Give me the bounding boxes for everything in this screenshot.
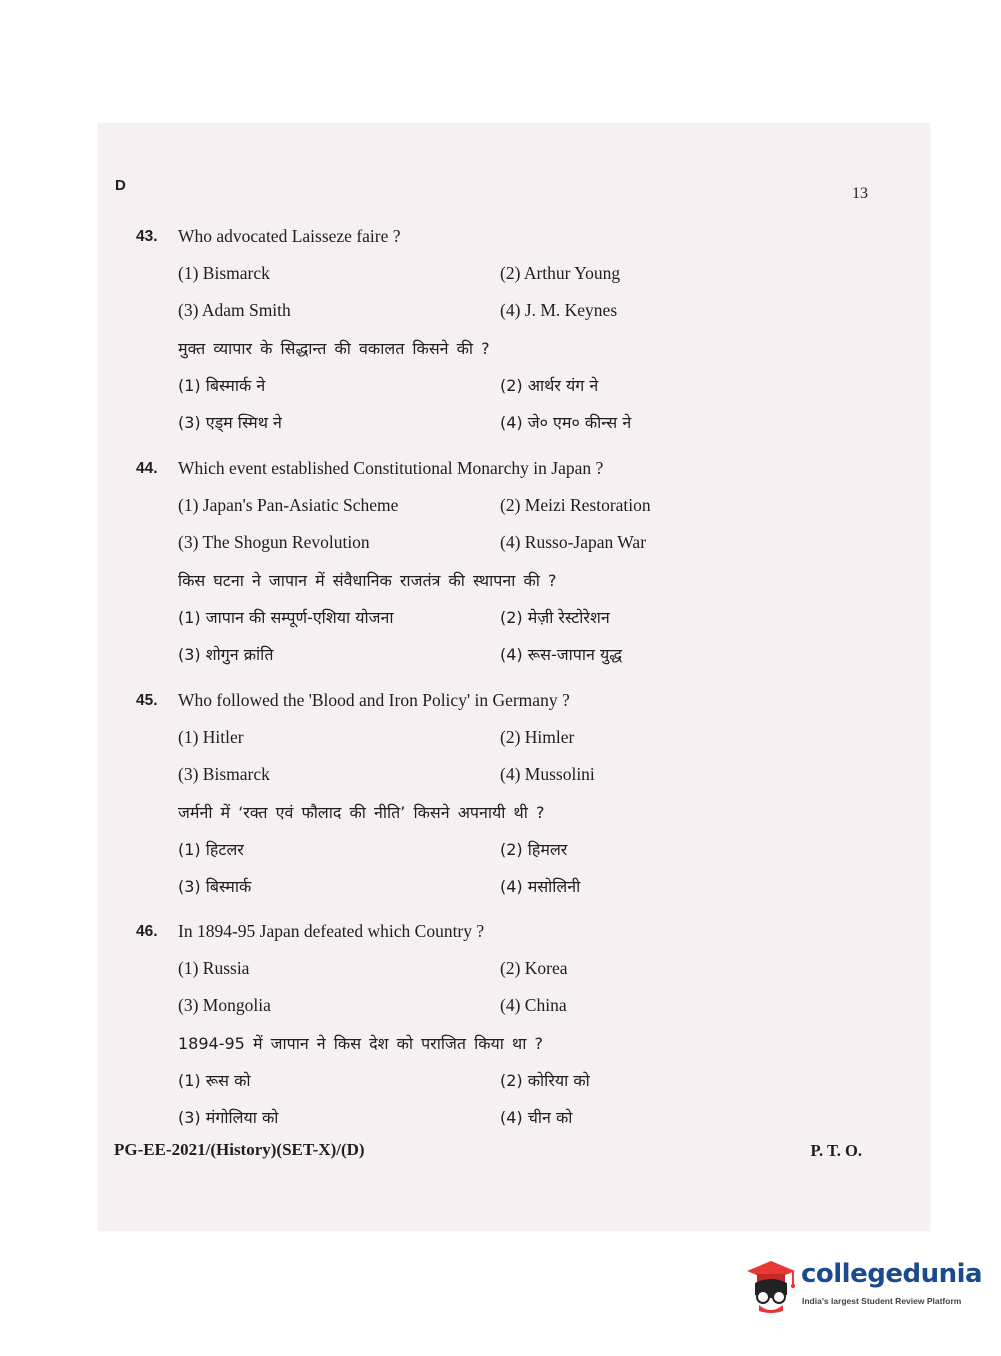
option-3: (3) The Shogun Revolution (178, 532, 370, 552)
option-2-hi: (2) हिमलर (500, 839, 568, 859)
option-1-hi: (1) रूस को (178, 1070, 251, 1090)
option-2: (2) Korea (500, 958, 568, 978)
option-4: (4) J. M. Keynes (500, 300, 618, 320)
option-4: (4) Mussolini (500, 764, 595, 784)
option-3: (3) Adam Smith (178, 300, 291, 320)
option-2: (2) Meizi Restoration (500, 495, 651, 515)
option-4-hi: (4) रूस-जापान युद्ध (500, 644, 623, 664)
option-1: (1) Russia (178, 958, 250, 978)
option-2-hi: (2) आर्थर यंग ने (500, 375, 599, 395)
option-1-hi: (1) हिटलर (178, 839, 244, 859)
option-1-hi: (1) बिस्मार्क ने (178, 375, 266, 395)
question-43 (136, 218, 856, 440)
option-1: (1) Japan's Pan-Asiatic Scheme (178, 495, 399, 515)
option-2: (2) Arthur Young (500, 263, 621, 283)
question-number: 46. (136, 922, 158, 940)
logo-wordmark: collegedunia (801, 1259, 983, 1289)
exam-page (98, 123, 930, 1231)
option-4-hi: (4) मसोलिनी (500, 876, 581, 896)
option-3-hi: (3) एड्म स्मिथ ने (178, 412, 282, 432)
question-text-en: Which event established Constitutional Monarchy in Japan ? (178, 458, 604, 478)
set-letter: D (115, 177, 126, 194)
question-45 (136, 682, 856, 904)
option-2-hi: (2) मेज़ी रेस्टोरेशन (500, 607, 610, 627)
option-3: (3) Mongolia (178, 995, 271, 1015)
question-text-hi: 1894-95 में जापान ने किस देश को पराजित किया था ? (178, 1033, 543, 1053)
student-mascot-icon (743, 1255, 799, 1315)
question-text-en: Who advocated Laisseze faire ? (178, 226, 401, 246)
question-text-en: Who followed the 'Blood and Iron Policy' in Germany ? (178, 690, 570, 710)
paper-code: PG-EE-2021/(History)(SET-X)/(D) (114, 1140, 365, 1159)
question-number: 45. (136, 691, 158, 709)
option-2-hi: (2) कोरिया को (500, 1070, 590, 1090)
question-46 (136, 913, 856, 1135)
option-3-hi: (3) मंगोलिया को (178, 1107, 279, 1127)
question-text-hi: किस घटना ने जापान में संवैधानिक राजतंत्र की स्थापना की ? (178, 570, 557, 590)
option-3-hi: (3) बिस्मार्क (178, 876, 252, 896)
question-number: 43. (136, 227, 158, 245)
option-4: (4) Russo-Japan War (500, 532, 647, 552)
collegedunia-logo[interactable] (743, 1255, 983, 1315)
logo-tagline: India's largest Student Review Platform (802, 1296, 962, 1306)
question-text-hi: मुक्त व्यापार के सिद्धान्त की वकालत किसने की ? (178, 338, 490, 358)
option-4-hi: (4) जे० एम० कीन्स ने (500, 412, 632, 432)
option-1: (1) Bismarck (178, 263, 270, 283)
question-text-en: In 1894-95 Japan defeated which Country ? (178, 921, 485, 941)
option-2: (2) Himler (500, 727, 575, 747)
question-44 (136, 450, 856, 672)
option-4-hi: (4) चीन को (500, 1107, 573, 1127)
option-3-hi: (3) शोगुन क्रांति (178, 644, 274, 664)
question-text-hi: जर्मनी में ‘रक्त एवं फौलाद की नीति’ किसने अपनायी थी ? (178, 802, 545, 822)
option-1: (1) Hitler (178, 727, 244, 747)
question-number: 44. (136, 459, 158, 477)
option-3: (3) Bismarck (178, 764, 270, 784)
page-number: 13 (852, 185, 868, 202)
option-4: (4) China (500, 995, 567, 1015)
option-1-hi: (1) जापान की सम्पूर्ण-एशिया योजना (178, 607, 394, 627)
pto-label: P. T. O. (810, 1141, 862, 1160)
